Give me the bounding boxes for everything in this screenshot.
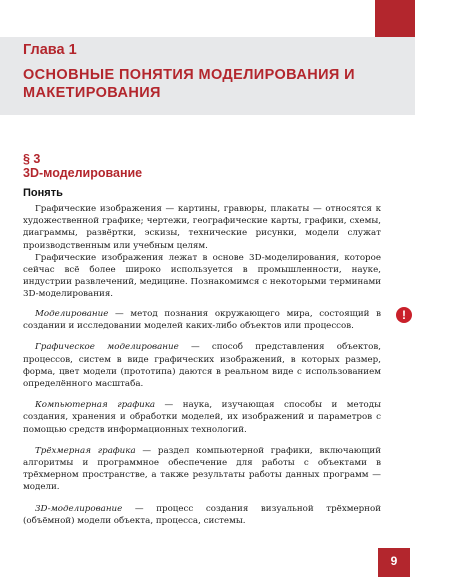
definitions-list	[23, 308, 381, 536]
definition-item	[23, 445, 381, 494]
exclamation-icon: !	[396, 307, 412, 323]
definition-text: — наука, изучающая способы и методы создания, хранения и обработки моделей, их изображений и параметров с помощью средств информационных технологий.	[23, 400, 381, 435]
definition-term: Трёхмерная графика	[35, 445, 136, 456]
definition-item	[23, 308, 381, 332]
top-accent-bar	[375, 0, 415, 37]
definition-term: Графическое моделирование	[35, 342, 179, 353]
definition-text: — способ представления объектов, процессов, систем в виде графических изображений, в которых размер, форма, цвет модели (прототипа) даются в реальном виде с использованием определённого масштаба.	[23, 342, 381, 390]
definition-term: Моделирование	[35, 309, 109, 319]
chapter-title: ОСНОВНЫЕ ПОНЯТИЯ МОДЕЛИРОВАНИЯ И МАКЕТИРОВАНИЯ	[23, 67, 355, 101]
definition-text: — процесс создания визуальной трёхмерной (объёмной) модели объекта, процесса, системы.	[23, 503, 381, 526]
chapter-label: Глава 1	[23, 42, 77, 58]
page-number: 9	[378, 548, 410, 577]
definition-term: Компьютерная графика	[35, 400, 156, 411]
paragraph: Графические изображения лежат в основе 3D-моделирования, которое сейчас всё более широко используется в промышленности, науке, индустрии развлечений, медицине. Познакомимся с некоторыми терминами 3D-моделирования.	[23, 252, 381, 300]
section-number: § 3	[23, 152, 41, 166]
body-text	[23, 203, 381, 301]
definition-item	[23, 341, 381, 390]
definition-item	[23, 399, 381, 436]
section-title: 3D-моделирование	[23, 166, 143, 180]
definition-term: 3D-моделирование	[35, 503, 123, 514]
sub-heading: Понять	[23, 187, 63, 199]
definition-item	[23, 503, 381, 527]
definition-text: — метод познания окружающего мира, состоящий в создании и исследовании моделей каких-либо объектов или процессов.	[23, 309, 381, 332]
paragraph: Графические изображения — картины, гравюры, плакаты — относятся к художественной графике; чертежи, географические карты, графики, схемы, диаграммы, развёртки, эскизы, технические рисунки, модели служат производственным или учебным целям.	[23, 204, 381, 251]
definition-text: — раздел компьютерной графики, включающий алгоритмы и программное обеспечение для работы с объектами в трёхмерном пространстве, а также результаты работы данных программ — модели.	[23, 445, 381, 493]
